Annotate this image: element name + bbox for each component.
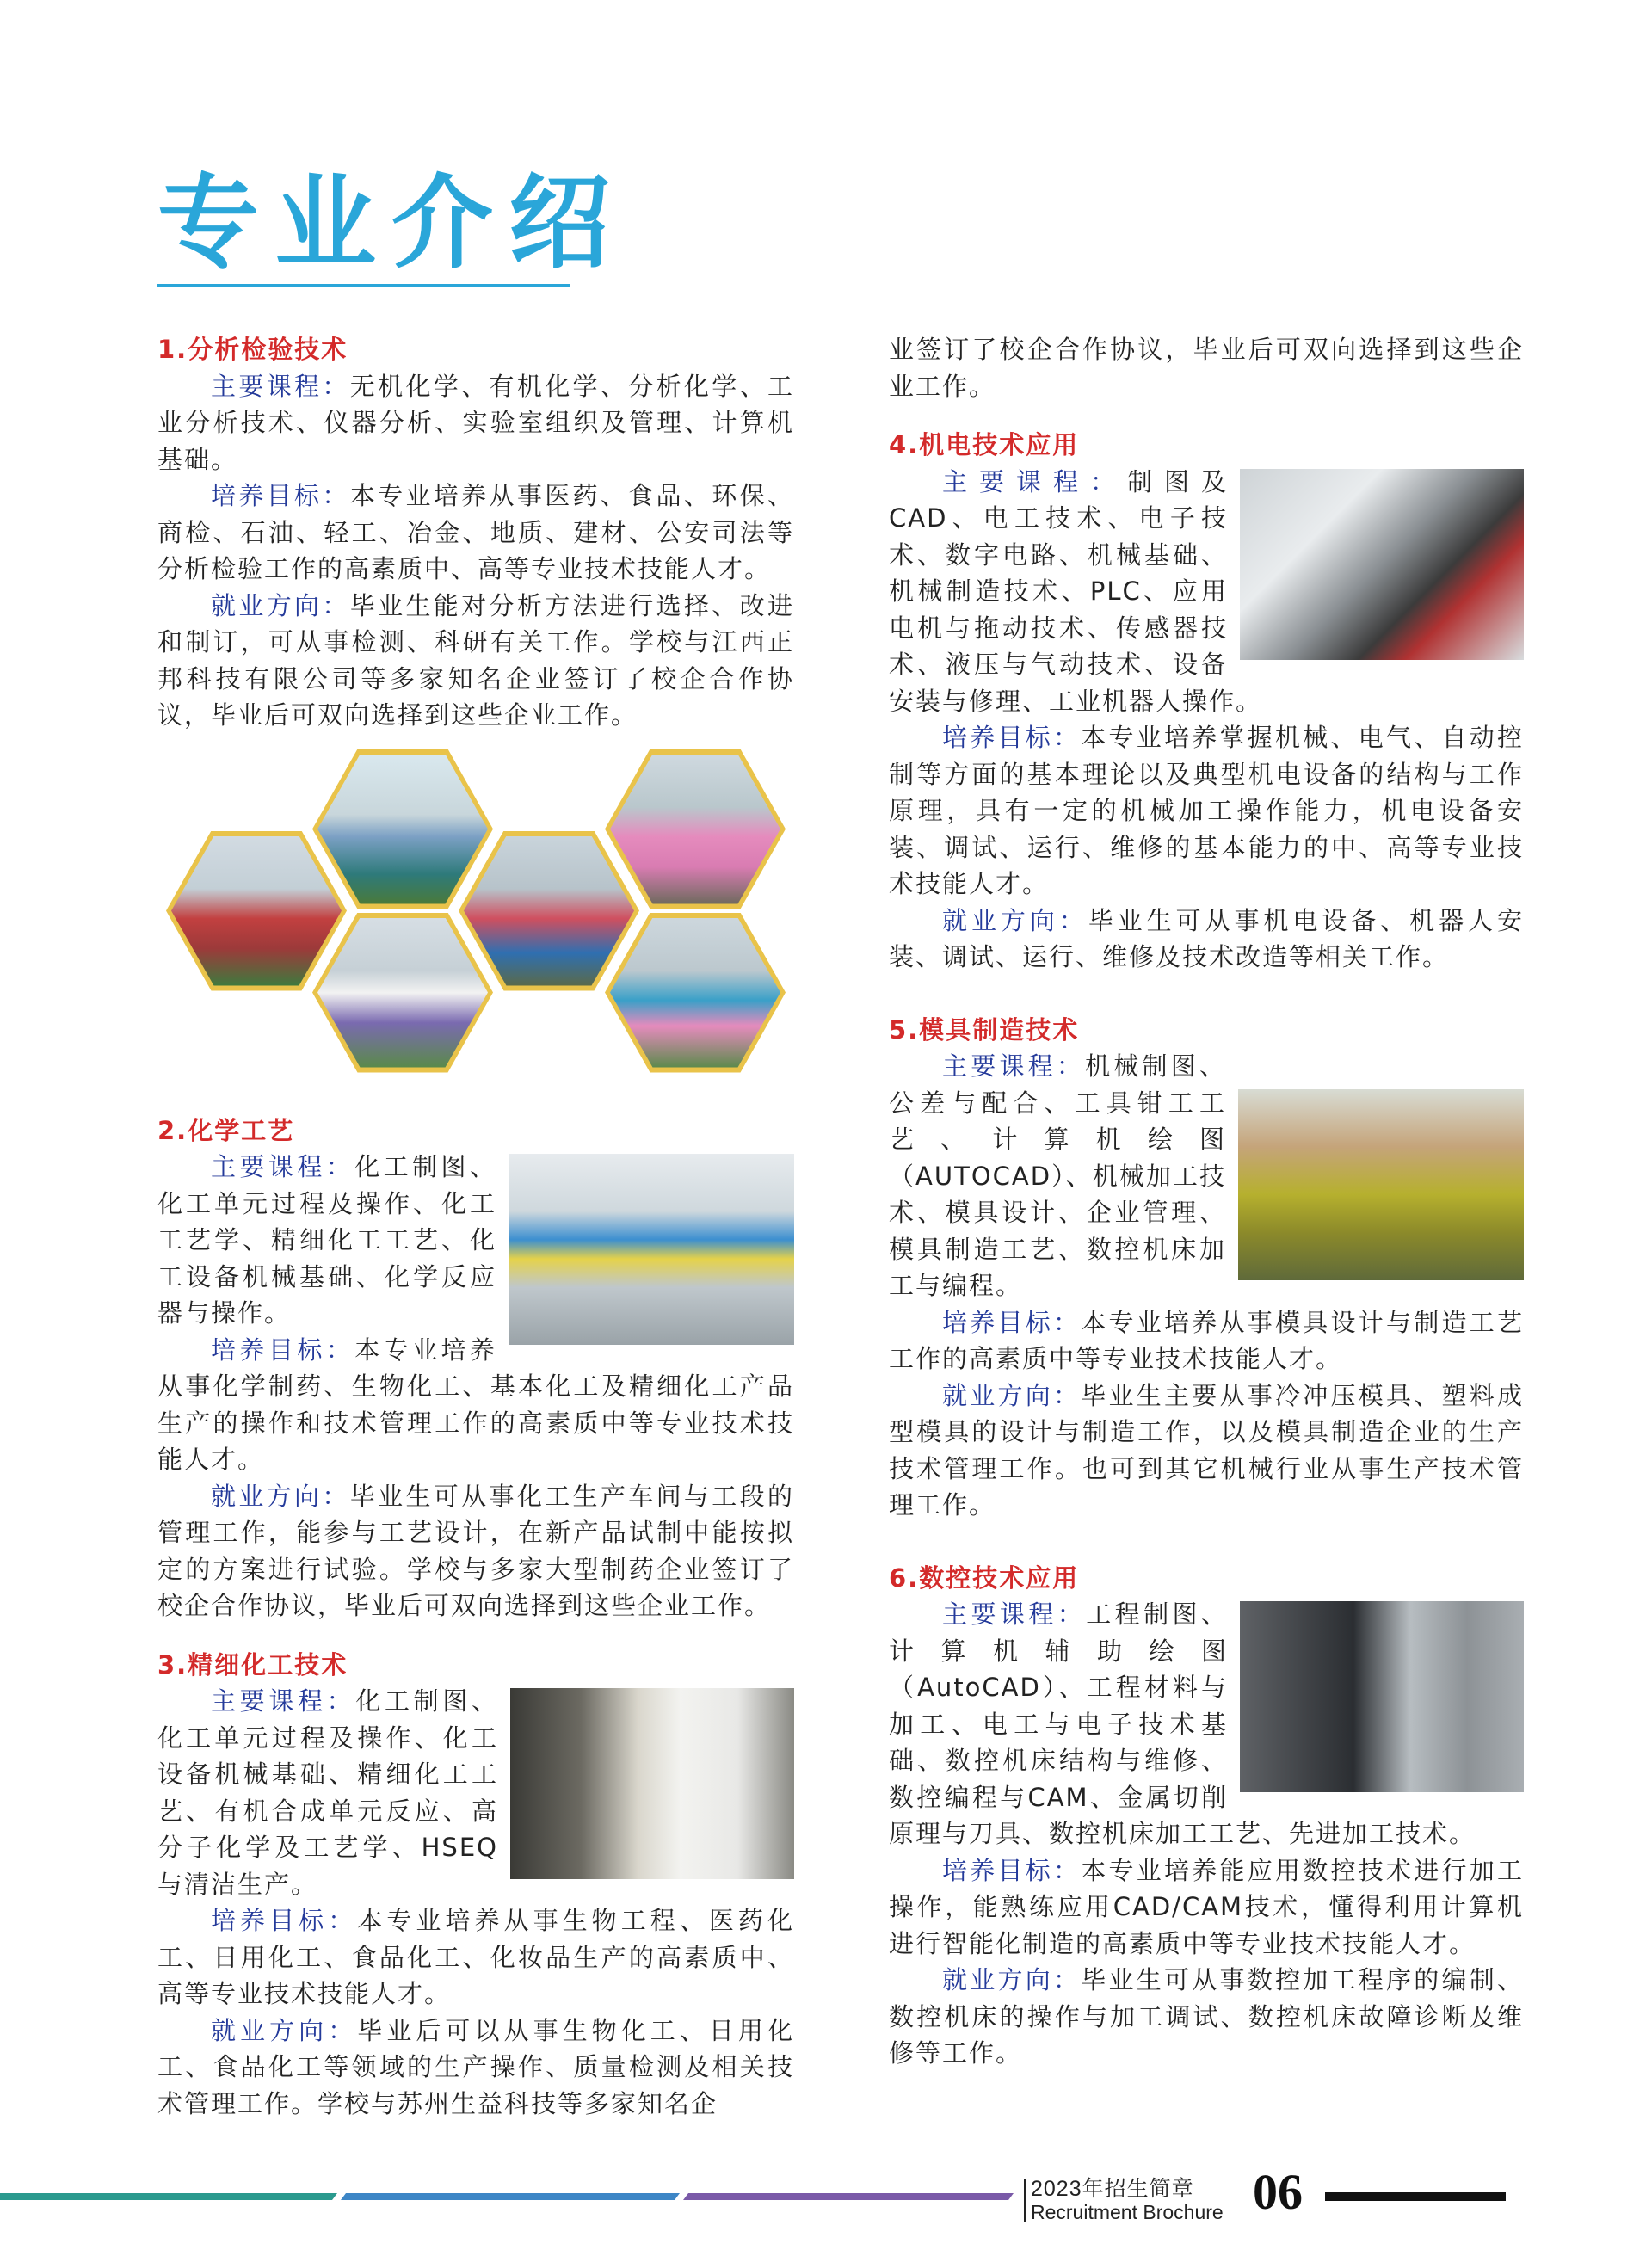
lab-experiment-photo	[510, 1688, 794, 1879]
job-label: 就业方向：	[211, 2015, 358, 2045]
course-label: 主要课程：	[211, 1152, 355, 1181]
continued-paragraph: 业签订了校企合作协议，毕业后可双向选择到这些企业工作。	[889, 335, 1524, 401]
course-text: 机械制图、公差与配合、工具钳工工艺、计算机绘图（AUTOCAD）、机械加工技术、模具设计、企业管理、模具制造工艺、数控机床加工与编程。	[889, 1051, 1226, 1300]
job-paragraph	[889, 1962, 1524, 2072]
goal-label: 培养目标：	[942, 1307, 1082, 1337]
page-number: 06	[1253, 2164, 1303, 2220]
job-paragraph	[889, 903, 1524, 976]
goal-paragraph	[157, 478, 794, 588]
course-text: 无机化学、有机化学、分析化学、工业分析技术、仪器分析、实验室组织及管理、计算机基础。	[157, 371, 794, 474]
job-label: 就业方向：	[942, 1380, 1082, 1410]
hex-photo	[166, 831, 347, 991]
hex-photo	[605, 913, 786, 1073]
job-paragraph	[157, 588, 794, 734]
footer-title-cn: 2023年招生简章	[1031, 2177, 1194, 2201]
course-text: 化工制图、化工单元过程及操作、化工工艺学、精细化工工艺、化工设备机械基础、化学反应器与操作。	[157, 1152, 496, 1328]
section-heading: 5.模具制造技术	[889, 1014, 1080, 1045]
job-text: 毕业生能对分析方法进行选择、改进和制订，可从事检测、科研有关工作。学校与江西正邦科技有限公司等多家知名企业签订了校企合作协议，毕业后可双向选择到这些企业工作。	[157, 590, 794, 730]
course-paragraph	[157, 368, 794, 478]
goal-label: 培养目标：	[942, 1855, 1082, 1885]
cnc-workshop-photo	[1240, 1601, 1524, 1792]
course-text: 工程制图、计算机辅助绘图（AutoCAD）、工程材料与加工、电工与电子技术基础、数控机床结构与维修、数控编程与CAM、金属切削原理与刀具、数控机床加工工艺、先进加工技术。	[889, 1600, 1476, 1848]
job-text: 毕业生主要从事冷冲压模具、塑料成型模具的设计与制造工作，以及模具制造企业的生产技术管理工作。也可到其它机械行业从事生产技术管理工作。	[889, 1380, 1524, 1519]
chemical-equipment-photo	[509, 1154, 794, 1345]
goal-label: 培养目标：	[211, 1334, 355, 1365]
competition-photo-collage	[157, 749, 794, 1076]
footer-title-en: Recruitment Brochure	[1031, 2201, 1224, 2223]
course-label: 主要课程：	[211, 1686, 356, 1716]
job-paragraph	[157, 1478, 794, 1624]
goal-label: 培养目标：	[942, 723, 1082, 752]
hex-photo	[312, 749, 493, 909]
goal-paragraph	[889, 719, 1524, 903]
hex-photo	[312, 913, 493, 1073]
footer-separator	[1024, 2179, 1026, 2222]
course-label: 主要课程：	[942, 1600, 1087, 1629]
course-text: 制图及CAD、电工技术、电子技术、数字电路、机械基础、机械制造技术、PLC、应用电机与拖动技术、传感器技术、液压与气动技术、设备安装与修理、工业机器人操作。	[889, 466, 1263, 716]
right-column	[889, 331, 1524, 2072]
goal-text: 本专业培养从事医药、食品、环保、商检、石油、轻工、冶金、地质、建材、公安司法等分析检验工作的高素质中、高等专业技术技能人才。	[157, 481, 794, 583]
page-title: 专业介绍	[157, 163, 626, 282]
goal-paragraph	[889, 1304, 1524, 1378]
goal-paragraph	[157, 1332, 794, 1478]
course-text: 化工制图、化工单元过程及操作、化工设备机械基础、精细化工工艺、有机合成单元反应、高分子化学及工艺学、HSEQ与清洁生产。	[157, 1686, 498, 1899]
goal-text: 本专业培养从事生物工程、医药化工、日用化工、食品化工、化妆品生产的高素质中、高等专业技术技能人才。	[157, 1906, 794, 2008]
hex-photo	[605, 749, 786, 909]
goal-label: 培养目标：	[211, 1906, 358, 1935]
section-heading: 4.机电技术应用	[889, 430, 1080, 459]
left-column	[157, 331, 794, 2122]
hex-photo	[459, 831, 639, 991]
course-label: 主要课程：	[942, 1051, 1086, 1081]
title-underline	[157, 284, 570, 287]
job-text: 毕业生可从事机电设备、机器人安装、调试、运行、维修及技术改造等相关工作。	[889, 905, 1524, 971]
job-paragraph	[157, 2013, 794, 2123]
job-text: 毕业生可从事化工生产车间与工段的管理工作，能参与工艺设计，在新产品试制中能按拟定的方案进行试验。学校与多家大型制药企业签订了校企合作协议，毕业后可双向选择到这些企业工作。	[157, 1481, 794, 1620]
job-text: 毕业生可从事数控加工程序的编制、数控机床的操作与加工调试、数控机床故障诊断及维修等工作。	[889, 1965, 1524, 2068]
goal-text: 本专业培养从事模具设计与制造工艺工作的高素质中等专业技术技能人才。	[889, 1307, 1524, 1373]
job-label: 就业方向：	[942, 1965, 1082, 1994]
goal-text: 本专业培养掌握机械、电气、自动控制等方面的基本理论以及典型机电设备的结构与工作原理，具有一定的机械加工操作能力，机电设备安装、调试、运行、维修的基本能力的中、高等专业技术技能人才。	[889, 723, 1524, 898]
goal-label: 培养目标：	[211, 481, 350, 510]
electromechanical-training-photo	[1240, 469, 1524, 660]
footer-caption	[1031, 2177, 1224, 2223]
section-heading: 3.精细化工技术	[157, 1649, 348, 1680]
mold-machining-photo	[1238, 1089, 1524, 1280]
goal-text: 本专业培养从事化学制药、生物化工、基本化工及精细化工产品生产的操作和技术管理工作的高素质中等专业技术技能人才。	[157, 1334, 794, 1474]
course-label: 主要课程：	[211, 371, 350, 401]
job-label: 就业方向：	[211, 1481, 350, 1511]
section-heading: 6.数控技术应用	[889, 1563, 1080, 1593]
course-label: 主要课程：	[942, 466, 1127, 496]
job-label: 就业方向：	[942, 905, 1088, 935]
section-heading: 2.化学工艺	[157, 1115, 295, 1145]
section-heading: 1.分析检验技术	[157, 335, 348, 364]
job-label: 就业方向：	[211, 590, 350, 620]
job-paragraph	[889, 1378, 1524, 1524]
goal-paragraph	[157, 1902, 794, 2013]
goal-paragraph	[889, 1852, 1524, 1963]
job-text: 毕业后可以从事生物化工、日用化工、食品化工等领域的生产操作、质量检测及相关技术管理工作。学校与苏州生益科技等多家知名企	[157, 2015, 794, 2118]
goal-text: 本专业培养能应用数控技术进行加工操作，能熟练应用CAD/CAM技术，懂得利用计算机进行智能化制造的高素质中等专业技术技能人才。	[889, 1855, 1524, 1958]
footer-bar	[1325, 2192, 1506, 2201]
